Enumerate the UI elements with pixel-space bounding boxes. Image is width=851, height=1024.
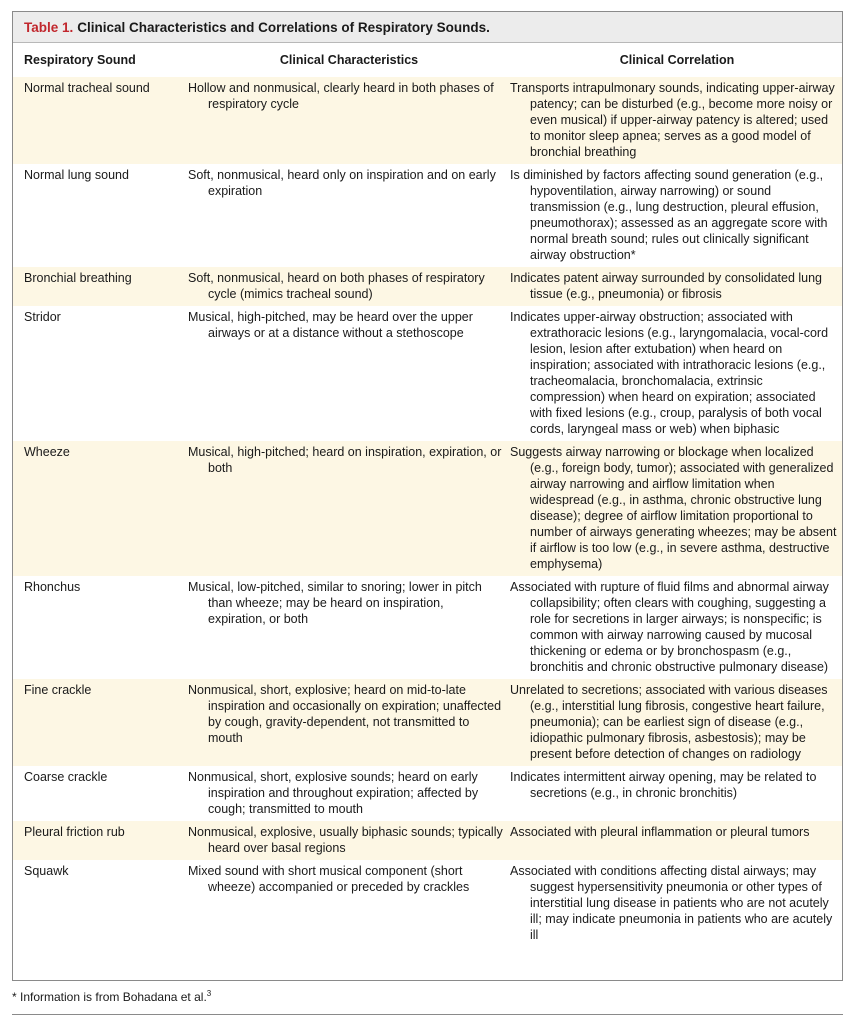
- sound-cell: Bronchial breathing: [24, 271, 132, 285]
- table-row: [13, 576, 843, 679]
- table-row: [13, 77, 843, 164]
- characteristics-cell-text: Nonmusical, explosive, usually biphasic sounds; typically heard over basal regions: [188, 825, 503, 855]
- correlation-cell: [510, 766, 843, 821]
- correlation-cell-text: Indicates intermittent airway opening, may be related to secretions (e.g., in chronic bronchitis): [510, 770, 817, 800]
- correlation-cell: [510, 267, 843, 306]
- sound-cell: Pleural friction rub: [24, 825, 125, 839]
- correlation-cell: [510, 679, 843, 766]
- characteristics-cell-text: Hollow and nonmusical, clearly heard in both phases of respiratory cycle: [188, 81, 494, 111]
- characteristics-cell-text: Musical, high-pitched, may be heard over the upper airways or at a distance without a stethoscope: [188, 310, 473, 340]
- characteristics-cell: [188, 766, 510, 821]
- column-header-sound: Respiratory Sound: [24, 53, 136, 67]
- respiratory-sounds-table: [13, 43, 843, 947]
- table-row: [13, 441, 843, 576]
- sound-cell: Rhonchus: [24, 580, 81, 594]
- characteristics-cell: [188, 860, 510, 947]
- sound-cell: Normal tracheal sound: [24, 81, 150, 95]
- table-row: [13, 860, 843, 947]
- table-row: [13, 821, 843, 860]
- correlation-cell-text: Indicates patent airway surrounded by consolidated lung tissue (e.g., pneumonia) or fibrosis: [510, 271, 823, 301]
- characteristics-cell: [188, 306, 510, 441]
- footnote: [12, 989, 211, 1004]
- correlation-cell-text: Indicates upper-airway obstruction; associated with extrathoracic lesions (e.g., laryngomalacia, vocal-cord lesion, lesion after extubation) when heard on inspiration; associated with intrathoracic lesions (e.g., tracheomalacia, bronchomalacia, extrinsic compression) when heard on expiration; associated with fixed lesions (e.g., croup, paralysis of both vocal cords, laryngeal mass or web) when biphasic: [510, 310, 829, 436]
- table-row: [13, 766, 843, 821]
- correlation-cell-text: Associated with conditions affecting distal airways; may suggest hypersensitivity pneumonia or other types of interstitial lung disease in patients who are not acutely ill; may indicate pneumonia in patients who are acutely ill: [510, 864, 833, 942]
- correlation-cell: [510, 164, 843, 267]
- correlation-cell: [510, 77, 843, 164]
- table-number: Table 1.: [24, 19, 74, 35]
- characteristics-cell: [188, 821, 510, 860]
- characteristics-cell-text: Nonmusical, short, explosive; heard on mid-to-late inspiration and occasionally on expiration; unaffected by cough, gravity-dependent, not transmitted to mouth: [188, 683, 502, 745]
- correlation-cell: [510, 821, 843, 860]
- correlation-cell-text: Suggests airway narrowing or blockage when localized (e.g., foreign body, tumor); associated with generalized airway narrowing and airflow limitation when widespread (e.g., in asthma, chronic obstructive lung disease); degree of airflow limitation proportional to number of airways generating wheezes; may be absent if airflow is too low (e.g., in severe asthma, destructive emphysema): [510, 445, 837, 571]
- sound-cell: Fine crackle: [24, 683, 92, 697]
- table-header-row: [13, 43, 843, 77]
- characteristics-cell: [188, 441, 510, 576]
- characteristics-cell-text: Mixed sound with short musical component (short wheeze) accompanied or preceded by crackles: [188, 864, 470, 894]
- correlation-cell-text: Unrelated to secretions; associated with various diseases (e.g., interstitial lung fibrosis, congestive heart failure, pneumonia); can be earliest sign of disease (e.g., idiopathic pulmonary fibrosis, asbestosis); may be present before detection of changes on radiology: [510, 683, 828, 761]
- characteristics-cell-text: Nonmusical, short, explosive sounds; heard on early inspiration and throughout expiration; affected by cough; transmitted to mouth: [188, 770, 479, 816]
- characteristics-cell-text: Soft, nonmusical, heard only on inspiration and on early expiration: [188, 168, 496, 198]
- table-title: Clinical Characteristics and Correlations of Respiratory Sounds.: [77, 19, 490, 35]
- table-title-bar: [13, 12, 842, 43]
- characteristics-cell-text: Musical, high-pitched; heard on inspiration, expiration, or both: [188, 445, 502, 475]
- sound-cell: Squawk: [24, 864, 69, 878]
- table-row: [13, 164, 843, 267]
- sound-cell: Stridor: [24, 310, 61, 324]
- table-row: [13, 306, 843, 441]
- characteristics-cell: [188, 679, 510, 766]
- footnote-reference: 3: [206, 989, 212, 998]
- bottom-rule: [12, 1014, 843, 1015]
- correlation-cell-text: Associated with pleural inflammation or pleural tumors: [510, 825, 810, 839]
- table-frame: [12, 11, 843, 981]
- sound-cell: Coarse crackle: [24, 770, 108, 784]
- correlation-cell-text: Is diminished by factors affecting sound generation (e.g., hypoventilation, airway narrowing) or sound transmission (e.g., lung destruction, pleural effusion, pneumothorax); assessed as an aggregate score with normal breath sound; rules out clinically significant airway obstruction*: [510, 168, 828, 262]
- correlation-cell: [510, 576, 843, 679]
- correlation-cell: [510, 860, 843, 947]
- sound-cell: Wheeze: [24, 445, 70, 459]
- sound-cell: Normal lung sound: [24, 168, 129, 182]
- characteristics-cell: [188, 77, 510, 164]
- correlation-cell-text: Transports intrapulmonary sounds, indicating upper-airway patency; can be disturbed (e.g., become more noisy or even musical) if upper-airway patency is altered; used to monitor sleep apnea; serves as a good model of bronchial breathing: [510, 81, 835, 159]
- characteristics-cell: [188, 164, 510, 267]
- footnote-text: * Information is from Bohadana et al.: [12, 990, 207, 1004]
- table-row: [13, 679, 843, 766]
- column-header-characteristics: Clinical Characteristics: [279, 53, 419, 67]
- characteristics-cell: [188, 576, 510, 679]
- table-body: [13, 77, 843, 947]
- characteristics-cell-text: Soft, nonmusical, heard on both phases of respiratory cycle (mimics tracheal sound): [188, 271, 485, 301]
- correlation-cell: [510, 441, 843, 576]
- column-header-correlation: Clinical Correlation: [619, 53, 735, 67]
- correlation-cell-text: Associated with rupture of fluid films and abnormal airway collapsibility; often clears with coughing, suggesting a role for secretions in larger airways; is nonspecific; is common with airway narrowing caused by mucosal thickening or edema or by bronchospasm (e.g., bronchitis and chronic obstructive pulmonary disease): [510, 580, 829, 674]
- characteristics-cell: [188, 267, 510, 306]
- characteristics-cell-text: Musical, low-pitched, similar to snoring; lower in pitch than wheeze; may be heard on inspiration, expiration, or both: [188, 580, 482, 626]
- table-row: [13, 267, 843, 306]
- correlation-cell: [510, 306, 843, 441]
